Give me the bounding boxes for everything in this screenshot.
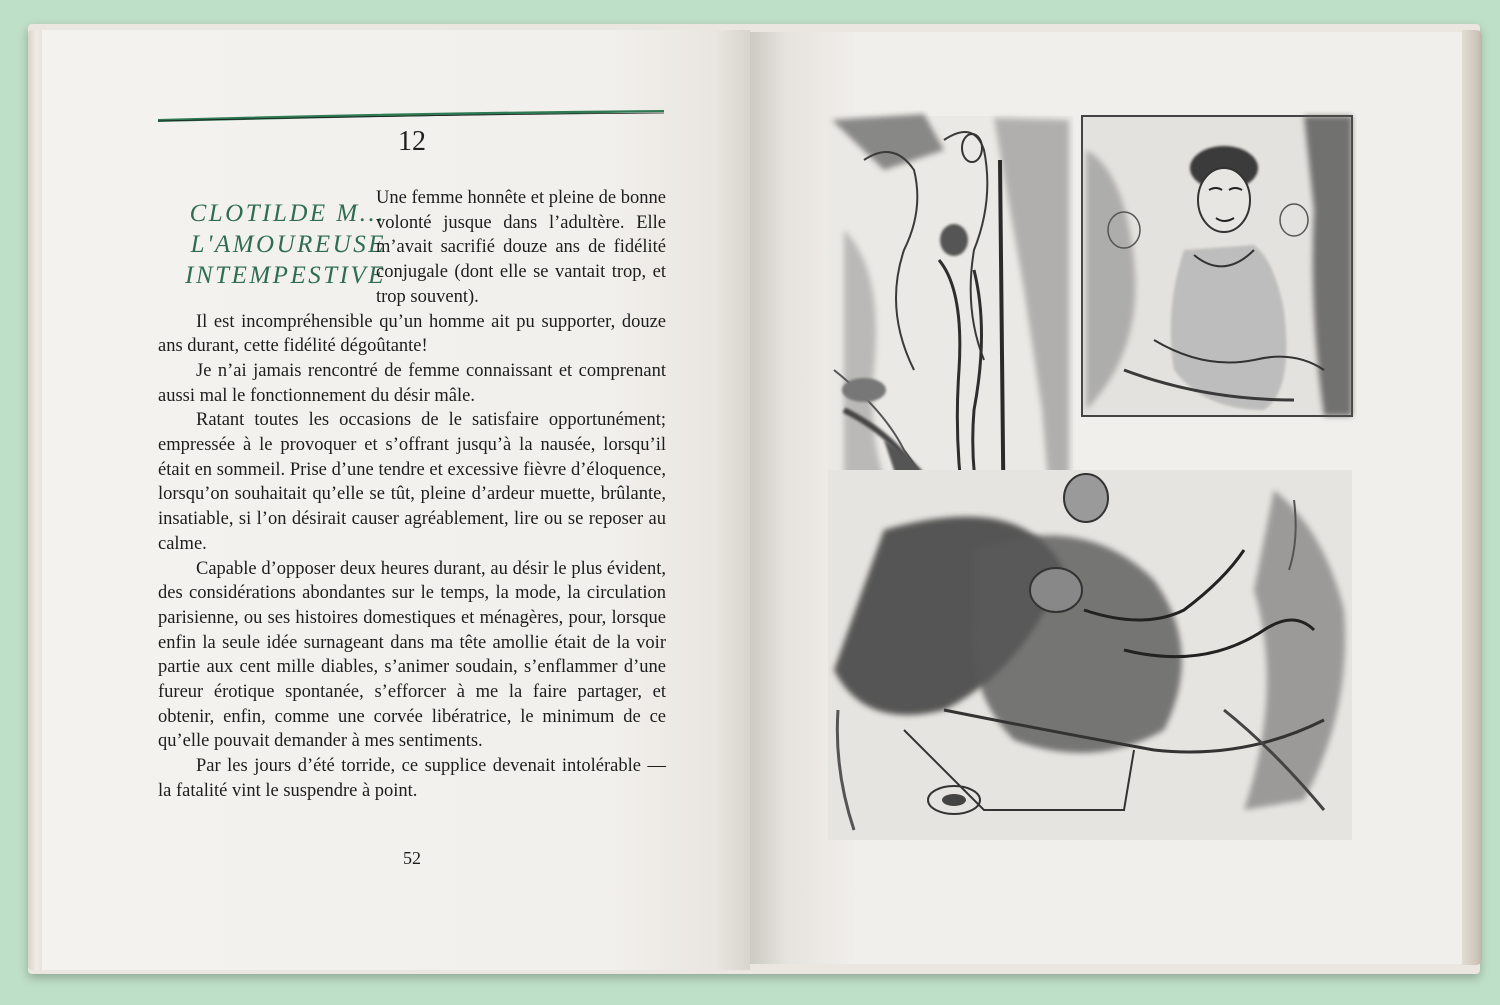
heading-line: INTEMPESTIVE bbox=[185, 262, 386, 289]
right-page bbox=[750, 32, 1462, 964]
chapter-rule bbox=[158, 108, 664, 122]
paragraph: Par les jours d’été torride, ce supplice devenait intolérable — la fatalité vint le suspendre à point. bbox=[158, 756, 666, 801]
body-text bbox=[158, 186, 666, 804]
page-number: 52 bbox=[403, 848, 421, 868]
book-edge-right bbox=[1462, 30, 1482, 965]
paragraph: Capable d’opposer deux heures durant, au désir le plus évident, des considérations abondantes sur le temps, la mode, la circulation parisienne, ou ses histoires domestiques et ménagères, pour, lorsque enfin la seule idée surnageant dans ma tête amollie était de la voir partie aux cent mille diables, s’animer soudain, s’enflammer d’une fureur érotique spontanée, s’efforcer à me la faire partager, et obtenir, enfin, comme une corvée libératrice, le minimum de ce qu’elle pouvait demander à mes sentiments. bbox=[158, 558, 666, 752]
left-page bbox=[42, 30, 750, 970]
panel-bottom-scene bbox=[828, 470, 1352, 840]
chapter-number: 12 bbox=[398, 126, 426, 157]
illustration bbox=[824, 110, 1364, 840]
paragraph: Ratant toutes les occasions de le satisfaire opportunément; empressée à le provoquer et s’offrant jusqu’à la nausée, lorsqu’il était en sommeil. Prise d’une tendre et excessive fièvre d’éloquence, lorsqu’on souhaitait qu’elle se tût, pleine d’ardeur muette, brûlante, insatiable, si l’on désirait causer agréablement, lire ou se reposer au calme. bbox=[158, 410, 666, 554]
book-edge-left bbox=[28, 30, 42, 970]
heading-line: L'AMOUREUSE bbox=[190, 231, 386, 258]
heading-line: CLOTILDE M... bbox=[189, 200, 386, 227]
paragraph: Une femme honnête et pleine de bonne volonté jusque dans l’adultère. Elle m’avait sacrifié douze ans de fidélité conjugale (dont elle se vantait trop, et trop souvent). bbox=[376, 188, 666, 307]
panel-top-right-scene bbox=[1082, 116, 1352, 416]
paragraph: Il est incompréhensible qu’un homme ait pu supporter, douze ans durant, cette fidélité dégoûtante! bbox=[158, 311, 666, 357]
paragraph: Je n’ai jamais rencontré de femme connaissant et comprenant aussi mal le fonctionnement du désir mâle. bbox=[158, 360, 666, 406]
